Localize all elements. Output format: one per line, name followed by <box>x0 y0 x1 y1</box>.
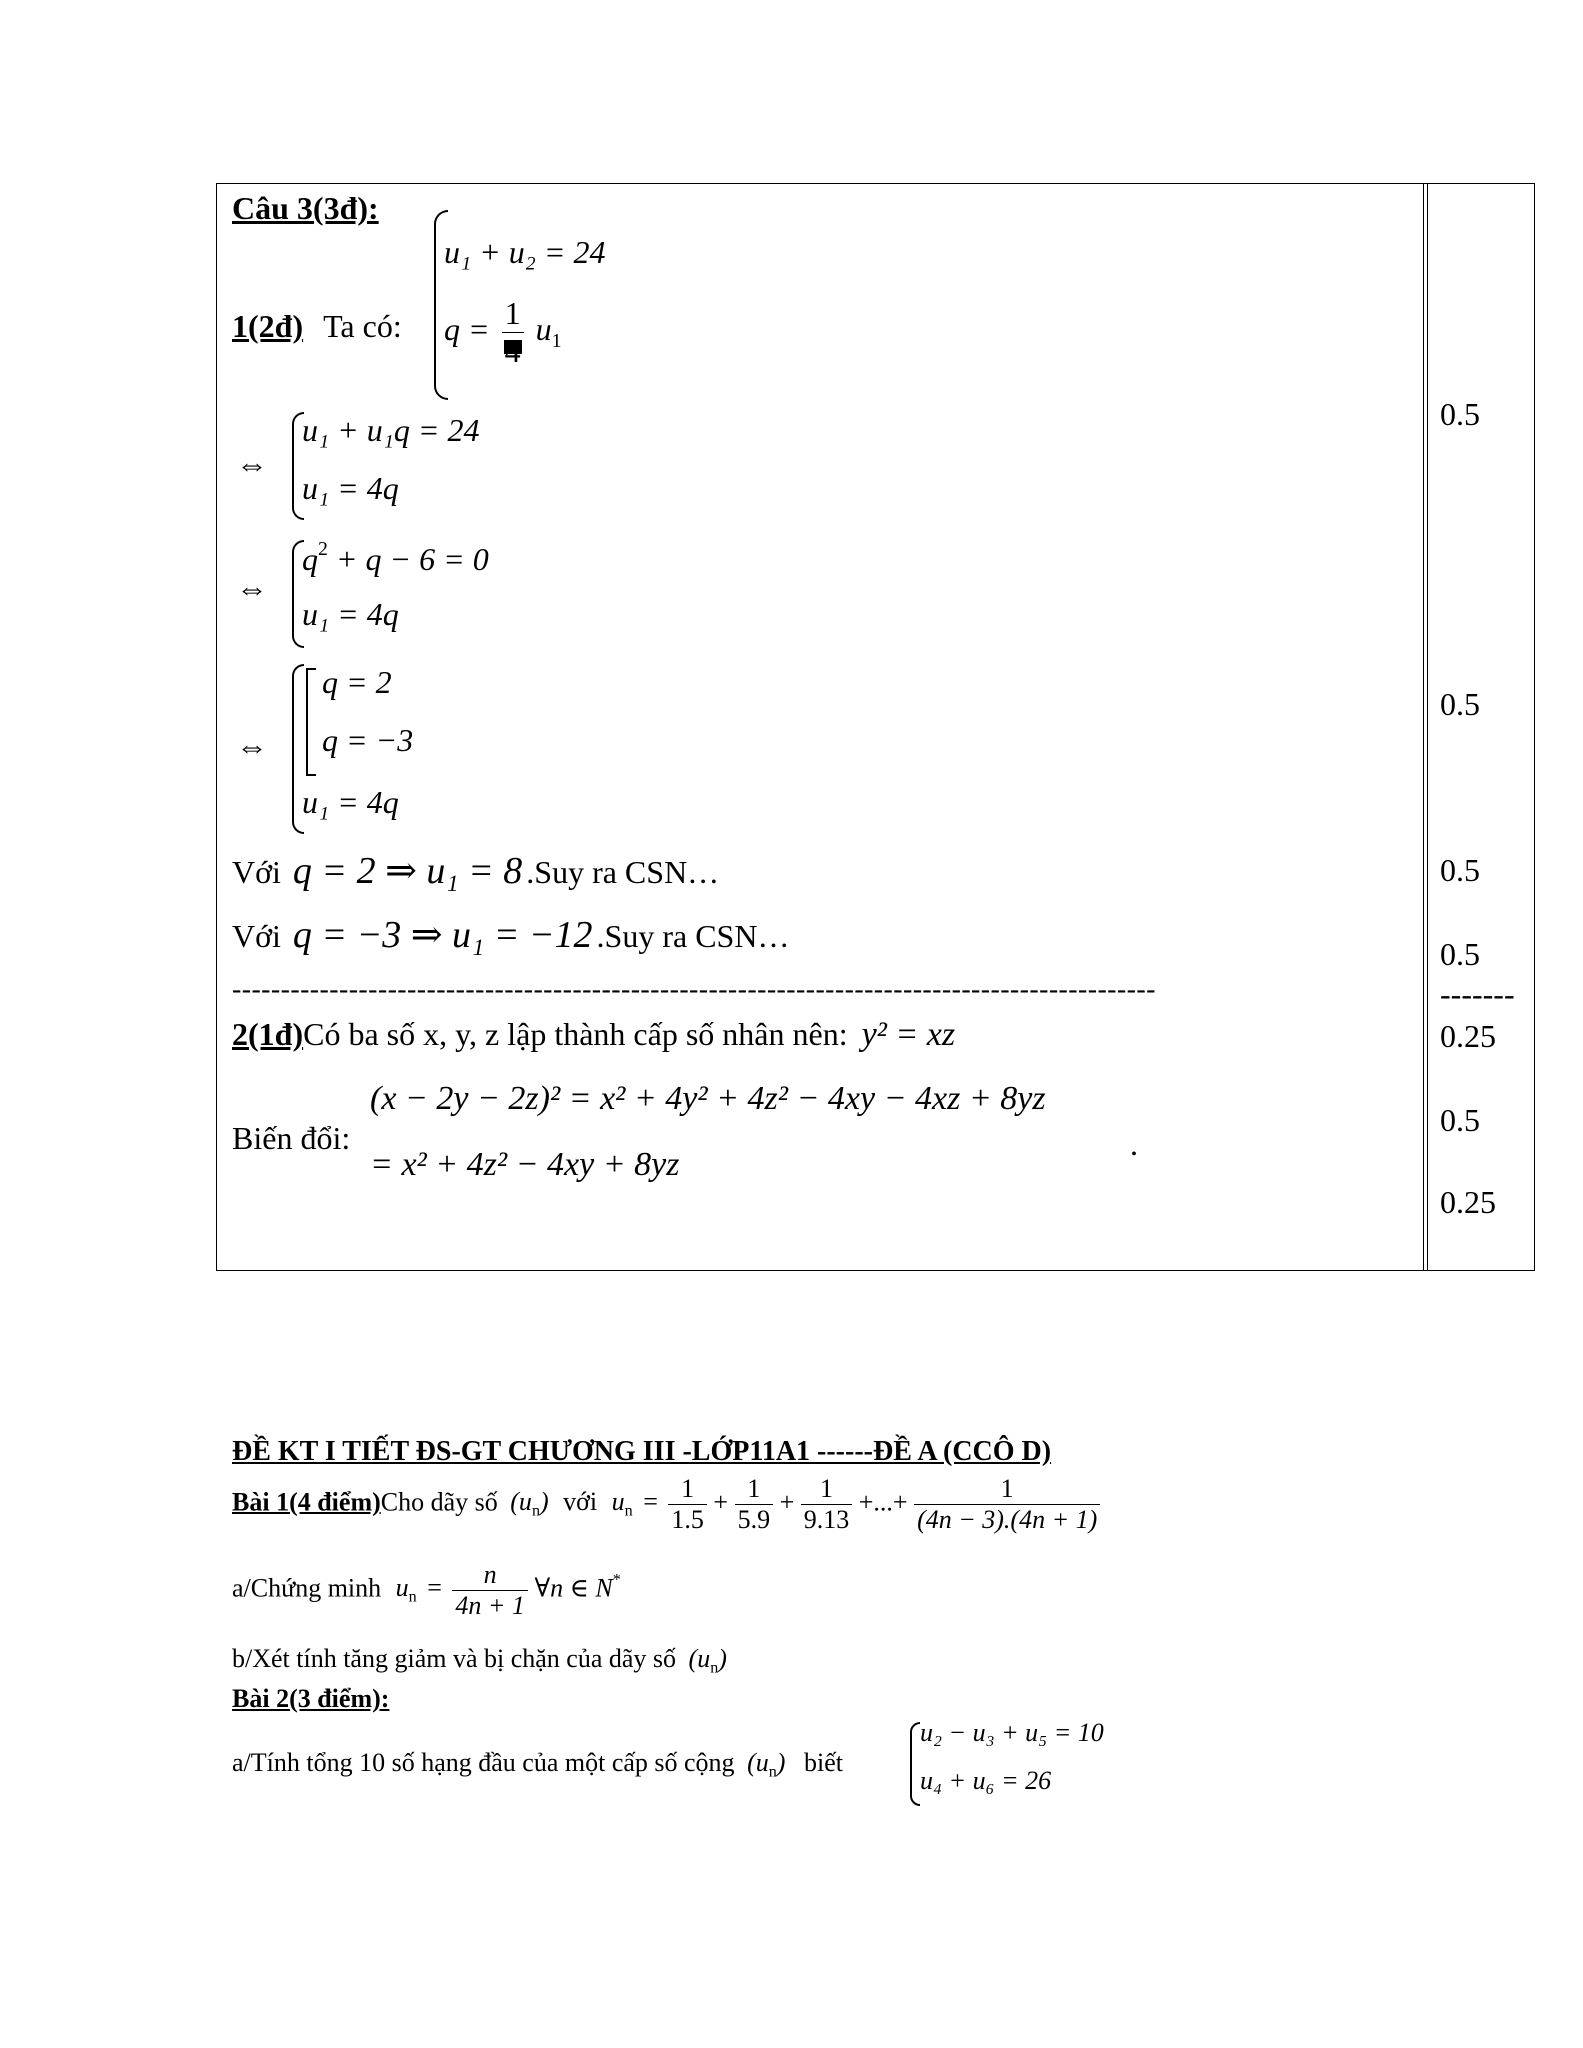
table-column-divider <box>1423 183 1424 1271</box>
case1-math: q = 2 ⇒ u₁ = 8 <box>292 850 523 892</box>
part2-label: 2(1đ) <box>232 1016 304 1052</box>
system4-line1: q = 2 <box>322 664 392 700</box>
bai1-fraction-1: $\frac{1}{1.5}$ <box>668 1474 707 1535</box>
bai1a-label: a/Chứng minh <box>232 1573 382 1603</box>
bai2-system-brace <box>910 1722 920 1806</box>
part1-header <box>232 308 402 345</box>
bai1a-eq: = <box>427 1573 442 1603</box>
iff-symbol: ⇔ <box>236 446 268 482</box>
bai1b-text: b/Xét tính tăng giảm và bị chặn của dãy số <box>232 1644 677 1673</box>
system4-bracket <box>306 668 316 776</box>
expand-line2: = x² + 4z² − 4xy + 8yz <box>370 1146 680 1183</box>
bien-doi-label: Biến đổi: <box>232 1120 351 1156</box>
system3-line2: u₁ = 4q <box>302 596 399 632</box>
bai2a-biet: biết <box>803 1748 843 1777</box>
part2-line <box>232 1016 955 1054</box>
system3-line1 <box>302 538 489 578</box>
bai2-label: Bài 2(3 điểm): <box>232 1684 390 1713</box>
separator-dashes: ----------------------------------------------------------------------------------------------- <box>232 974 1156 1005</box>
score-7: 0.25 <box>1440 1184 1496 1220</box>
bai2a-text: a/Tính tổng 10 số hạng đầu của một cấp số cộng <box>232 1748 735 1777</box>
bai2-system-line2: u₄ + u₆ = 26 <box>920 1766 1052 1795</box>
bai1-seq: $(u_n)$ <box>510 1487 549 1521</box>
bai1-fraction-n: $\frac{1}{(4n - 3).(4n + 1)}$ <box>914 1474 1100 1535</box>
bai1b-seq: $(u_n)$ <box>688 1644 727 1677</box>
bai1-text: Cho dãy số <box>380 1487 498 1517</box>
score-4: 0.5 <box>1440 936 1480 972</box>
system3-exponent: 2 <box>318 538 328 560</box>
system1-q: q = <box>444 310 490 347</box>
score-2: 0.5 <box>1440 686 1480 722</box>
case2-math: q = −3 ⇒ u₁ = −12 <box>292 914 593 956</box>
system1-fraction-num: 1 <box>504 295 521 331</box>
bai1-fraction-2: $\frac{1}{5.9}$ <box>735 1474 774 1535</box>
table-column-divider-inner <box>1427 183 1428 1271</box>
plus-sign: + <box>779 1487 795 1517</box>
score-1: 0.5 <box>1440 396 1480 432</box>
bai1a-line <box>232 1560 621 1621</box>
bai1a-fraction: $\frac{n}{4n + 1}$ <box>452 1560 528 1621</box>
system2-line2: u₁ = 4q <box>302 470 399 506</box>
bai1a-star: * <box>612 1571 621 1589</box>
question-title: Câu 3(3đ): <box>232 190 379 226</box>
bai2a-line <box>232 1748 843 1782</box>
iff-symbol: ⇔ <box>236 570 268 606</box>
part1-label: 1(2đ) <box>232 308 304 344</box>
case1-voi: Với <box>232 854 281 890</box>
system4-line2: q = −3 <box>322 722 414 758</box>
bai1a-forall: ∀n ∈ N <box>534 1573 613 1603</box>
black-square-glyph <box>504 340 522 354</box>
expand-line1: (x − 2y − 2z)² = x² + 4y² + 4z² − 4xy − 4xz + 8yz <box>370 1080 1046 1117</box>
case1-line <box>232 848 719 893</box>
system1-line2 <box>444 295 562 370</box>
system1-u: u <box>535 310 552 347</box>
plus-sign: + <box>713 1487 729 1517</box>
bai1-line <box>232 1474 1100 1535</box>
iff-symbol: ⇔ <box>236 728 268 764</box>
system1-fraction <box>502 295 524 370</box>
score-6: 0.5 <box>1440 1102 1480 1138</box>
exam-title: ĐỀ KT I TIẾT ĐS-GT CHƯƠNG III -LỚP11A1 ------ĐỀ A (CCÔ D) <box>232 1436 1052 1467</box>
system3-q: q <box>302 540 318 577</box>
score-5: 0.25 <box>1440 1018 1496 1054</box>
part2-text: Có ba số x, y, z lập thành cấp số nhân nên: <box>303 1016 848 1052</box>
bai1a-un: $u_n$ <box>395 1573 417 1607</box>
score-3: 0.5 <box>1440 852 1480 888</box>
case2-suy-ra: .Suy ra CSN… <box>596 918 790 954</box>
system2-line1: u₁ + u₁q = 24 <box>302 412 480 448</box>
dots-sign: +...+ <box>858 1487 908 1517</box>
bai1b-line <box>232 1644 727 1678</box>
part2-math: y² = xz <box>861 1016 956 1053</box>
system1-u-sub: 1 <box>551 329 562 352</box>
bai2-system-line1: u₂ − u₃ + u₅ = 10 <box>920 1718 1104 1747</box>
case1-suy-ra: .Suy ra CSN… <box>526 854 720 890</box>
bai2a-seq: $(u_n)$ <box>747 1748 786 1781</box>
case2-line <box>232 912 789 957</box>
bai1-un: $u_n$ <box>611 1487 633 1521</box>
system1-line1: u₁ + u₂ = 24 <box>444 234 606 270</box>
system3-rest: + q − 6 = 0 <box>327 540 489 577</box>
bai1-voi: với <box>563 1487 598 1517</box>
ta-co-label: Ta có: <box>323 308 402 344</box>
bai1-label: Bài 1(4 điểm) <box>232 1487 381 1517</box>
case2-voi: Với <box>232 918 281 954</box>
system4-line3: u₁ = 4q <box>302 784 399 820</box>
score-separator: ------- <box>1440 976 1515 1012</box>
bai1-eq: = <box>643 1487 658 1517</box>
bai1-fraction-3: $\frac{1}{9.13}$ <box>801 1474 853 1535</box>
trailing-period: . <box>1130 1126 1138 1162</box>
